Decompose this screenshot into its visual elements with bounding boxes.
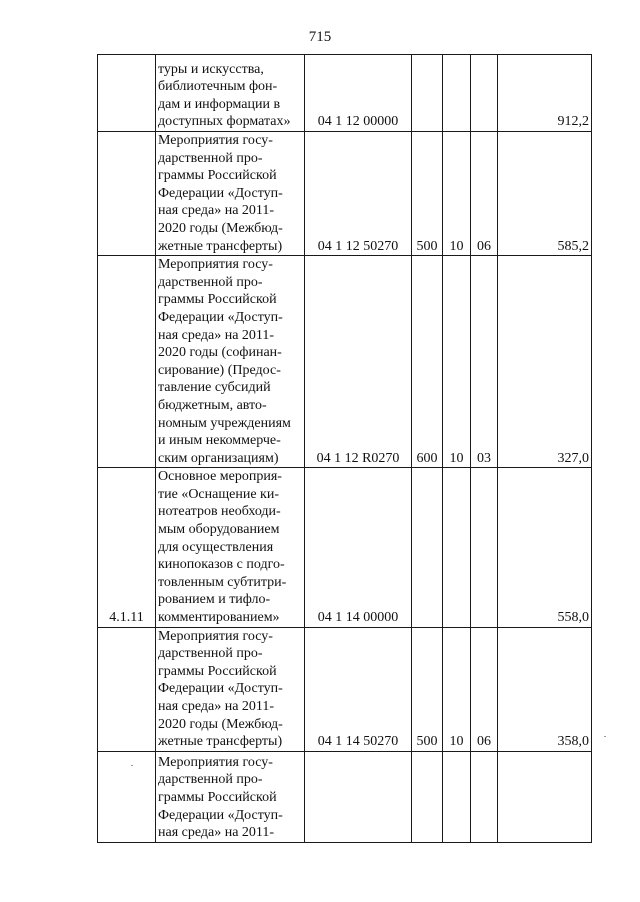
subsection-code-cell: 06 [471,627,498,751]
item-name-cell [156,132,305,256]
item-name-line: Мероприятия госу- [158,133,273,148]
item-name-line: Федерации «Доступ- [158,681,283,697]
item-name-line: товленным субтитри- [158,574,287,590]
amount-cell: 558,0 [498,468,592,627]
item-name-line: жетные трансферты) [158,238,283,254]
row-number-cell [98,132,156,256]
expense-type-cell: 600 [412,256,443,468]
item-name-cell [156,55,305,132]
item-name-line: дарственной про- [158,772,263,788]
item-name-line: мым оборудованием [158,522,280,538]
item-name-line: тие «Оснащение ки- [158,486,280,502]
row-number-cell [98,256,156,468]
item-name-line: 2020 годы (Межбюд- [158,220,283,236]
item-name-line: Федерации «Доступ- [158,309,283,325]
item-name-line: граммы Российской [158,663,277,679]
section-code-cell: 10 [443,132,471,256]
subsection-code-cell: 03 [471,256,498,468]
budget-table [97,54,592,843]
scan-speck [604,736,606,737]
amount-cell [498,751,592,842]
row-number-cell [98,627,156,751]
item-name-line: Федерации «Доступ- [158,185,283,201]
item-name-line: Мероприятия госу- [158,257,273,273]
item-name-line: туры и искусства, [158,61,264,77]
table-row [98,256,592,468]
item-name-line: рованием и тифло- [158,592,271,608]
item-name-line: номным учреждениям [158,415,291,431]
item-name-line: ная среда» на 2011- [158,203,275,219]
item-name-line: ная среда» на 2011- [158,825,275,841]
table-row [98,468,592,627]
amount-cell: 358,0 [498,627,592,751]
section-code-cell [443,55,471,132]
section-code-cell: 10 [443,627,471,751]
item-name-cell [156,468,305,627]
target-code-cell: 04 1 12 50270 [305,132,412,256]
target-code-cell: 04 1 14 00000 [305,468,412,627]
expense-type-cell: 500 [412,627,443,751]
item-name-line: граммы Российской [158,168,277,184]
item-name-line: дарственной про- [158,274,263,290]
item-name-line: Мероприятия госу- [158,754,273,770]
item-name-line: ная среда» на 2011- [158,327,275,343]
item-name-line: библиотечным фон- [158,79,278,95]
item-name-cell [156,627,305,751]
expense-type-cell [412,751,443,842]
target-code-cell: 04 1 12 00000 [305,55,412,132]
amount-cell: 585,2 [498,132,592,256]
expense-type-cell [412,468,443,627]
item-name-line: дам и информации в [158,96,281,112]
item-name-line: граммы Российской [158,292,277,308]
target-code-cell: 04 1 12 R0270 [305,256,412,468]
item-name-line: жетные трансферты) [158,734,283,750]
item-name-line: ная среда» на 2011- [158,699,275,714]
target-code-cell: 04 1 14 50270 [305,627,412,751]
item-name-line: Федерации «Доступ- [158,807,283,823]
item-name-line: ским организациям) [158,450,279,466]
row-number-cell: 4.1.11 [98,468,156,627]
subsection-code-cell [471,55,498,132]
amount-cell: 327,0 [498,256,592,468]
item-name-line: тавление субсидий [158,380,271,396]
item-name-line: Мероприятия госу- [158,628,273,644]
item-name-line: Основное мероприя- [158,469,282,485]
item-name-line: 2020 годы (софинан- [158,345,282,361]
item-name-cell [156,256,305,468]
item-name-line: дарственной про- [158,150,263,166]
item-name-line: сирование) (Предос- [158,362,281,378]
item-name-line: 2020 годы (Межбюд- [158,716,283,732]
expense-type-cell [412,55,443,132]
item-name-line: доступных форматах» [158,114,291,130]
amount-cell: 912,2 [498,55,592,132]
section-code-cell [443,468,471,627]
subsection-code-cell [471,751,498,842]
table-row [98,751,592,842]
expense-type-cell: 500 [412,132,443,256]
item-name-line: комментированием» [158,610,280,626]
subsection-code-cell: 06 [471,132,498,256]
item-name-line: дарственной про- [158,646,263,662]
table-row [98,132,592,256]
section-code-cell: 10 [443,256,471,468]
section-code-cell [443,751,471,842]
row-number-cell [98,751,156,842]
item-name-line: для осуществления [158,539,274,555]
item-name-line: и иным некоммерче- [158,433,281,449]
page-number: 715 [308,29,332,45]
table-body [98,55,592,843]
table-row [98,55,592,132]
row-number-cell [98,55,156,132]
table-row [98,627,592,751]
item-name-cell [156,751,305,842]
scan-speck [131,765,133,766]
item-name-line: кинопоказов с подго- [158,557,285,573]
target-code-cell [305,751,412,842]
item-name-line: бюджетным, авто- [158,397,267,413]
item-name-line: граммы Российской [158,790,277,805]
item-name-line: нотеатров необходи- [158,504,281,520]
subsection-code-cell [471,468,498,627]
